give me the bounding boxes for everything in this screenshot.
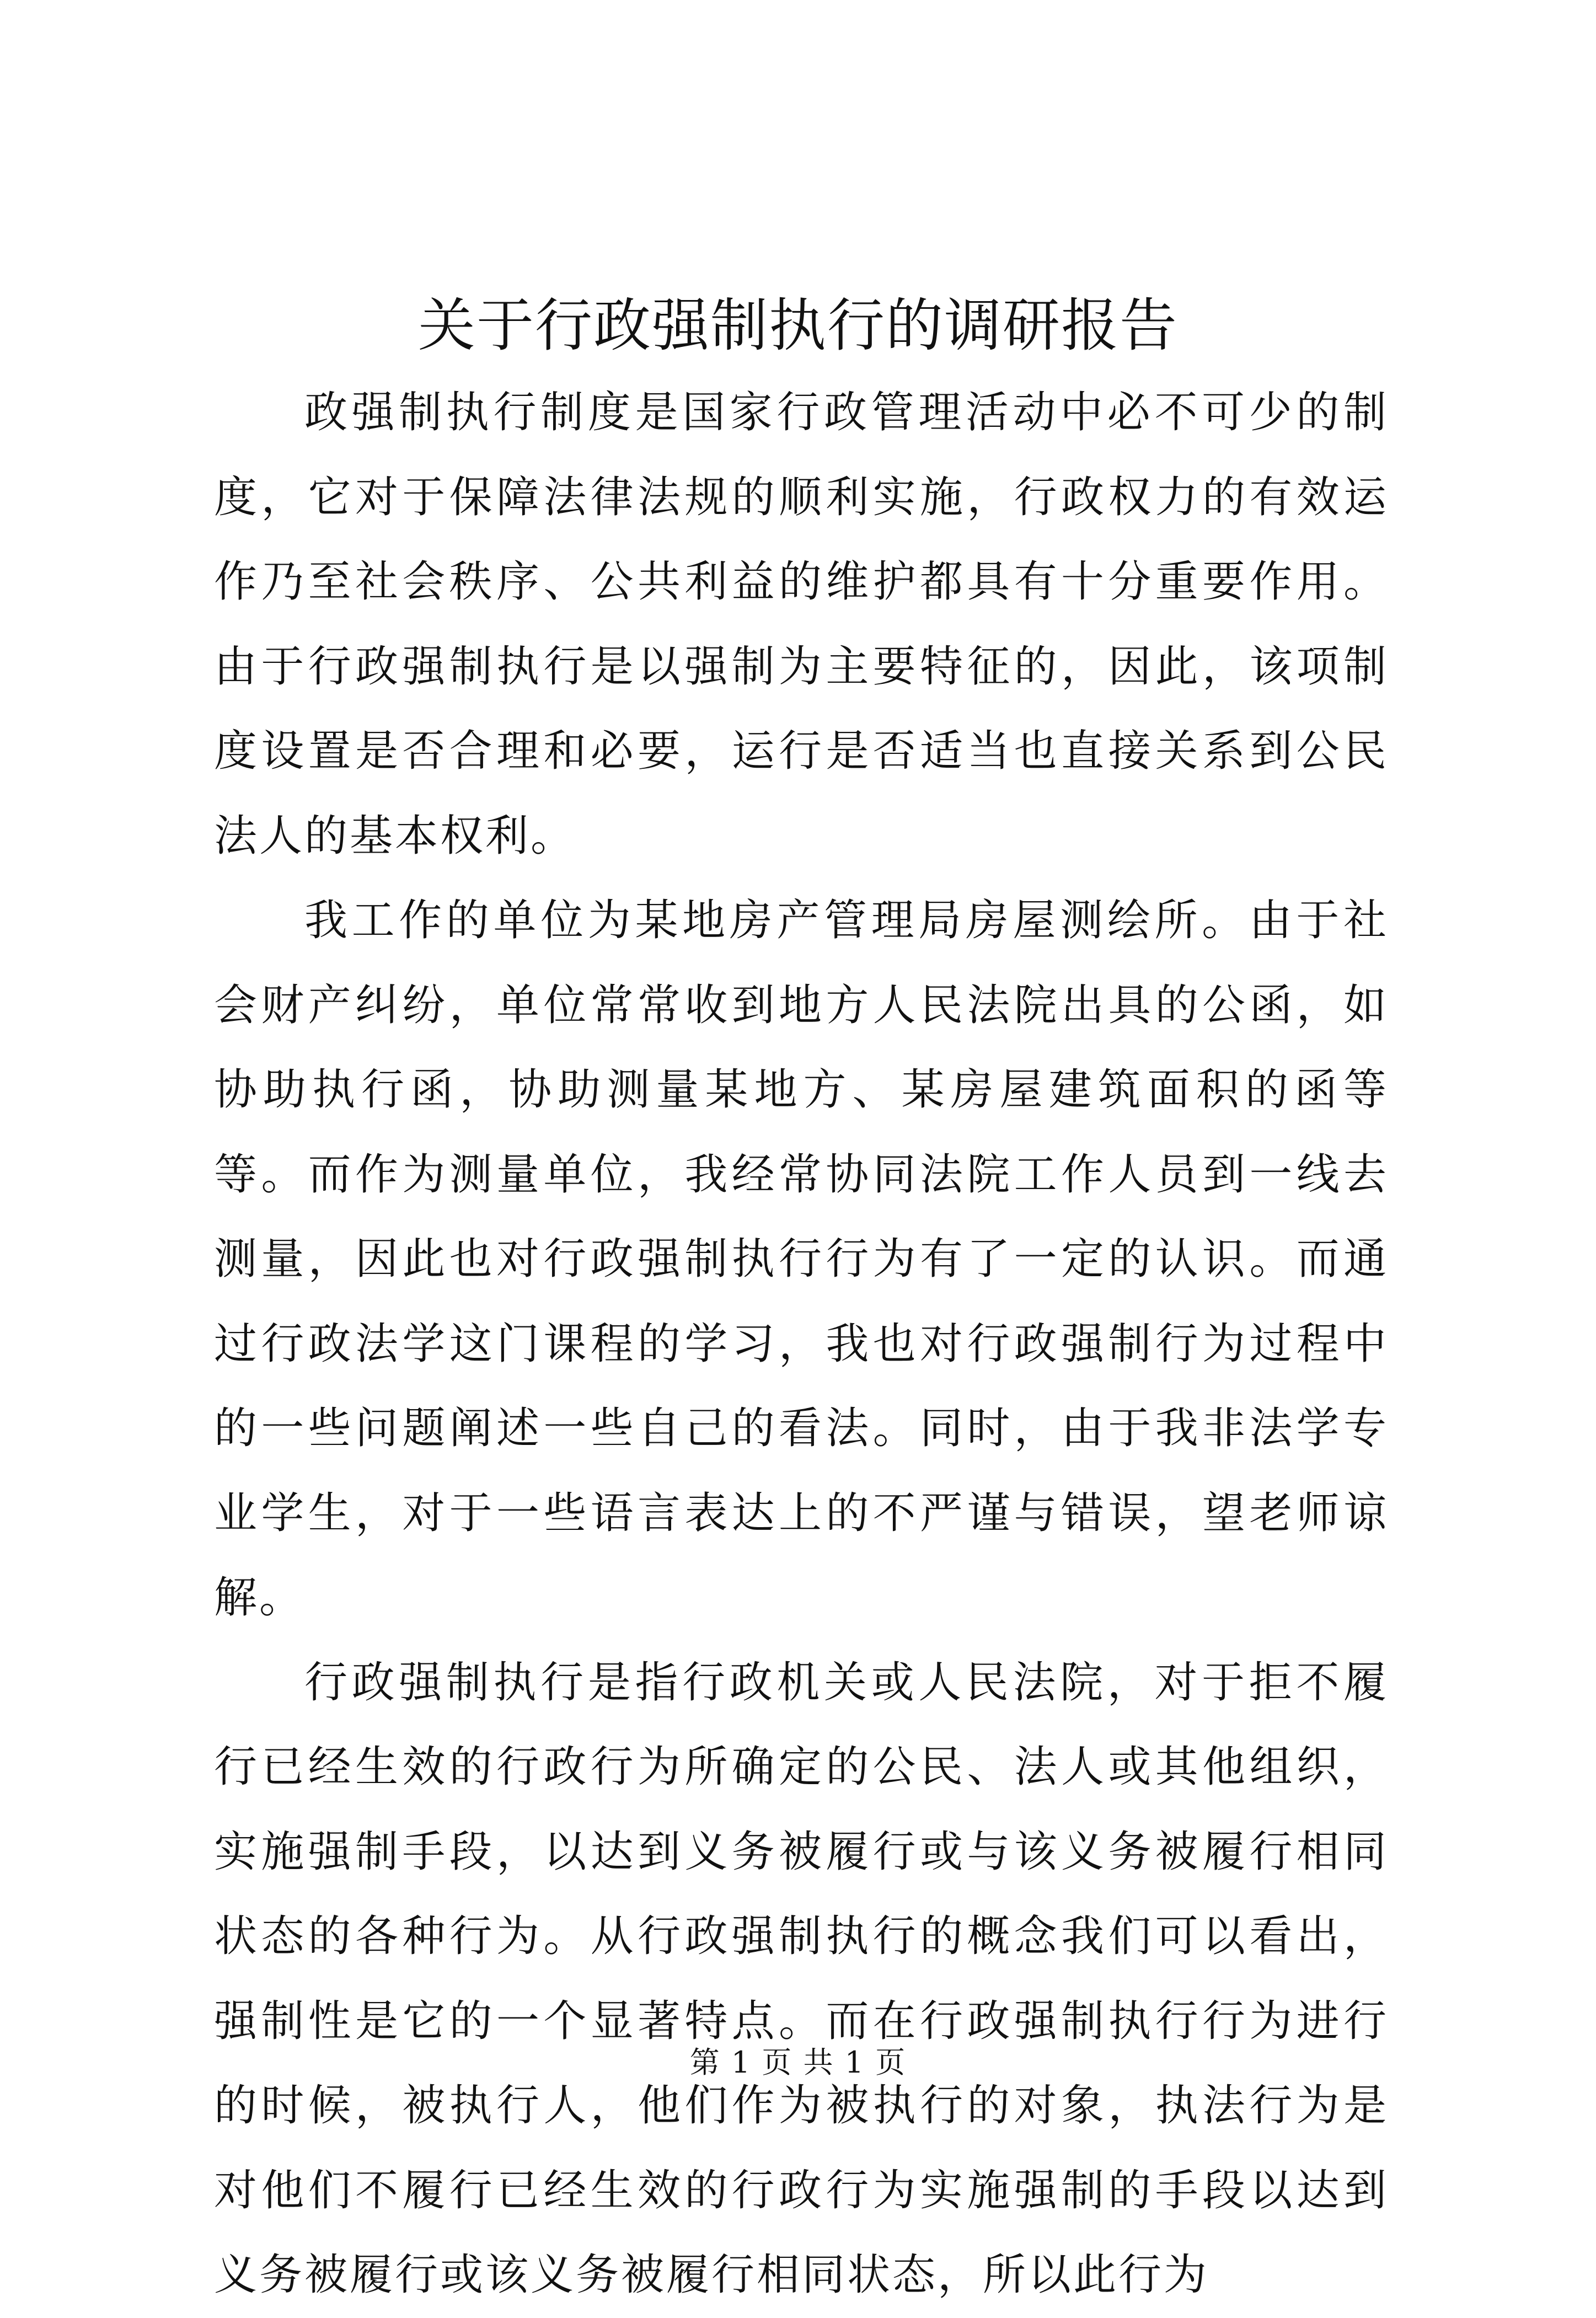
paragraph-2: 我工作的单位为某地房产管理局房屋测绘所。由于社会财产纠纷，单位常常收到地方人民法院出具的公函，如协助执行函，协助测量某地方、某房屋建筑面积的函等等。而作为测量单位，我经常协同法院工作人员到一线去测量，因此也对行政强制执行行为有了一定的认识。而通过行政法学这门课程的学习，我也对行政强制行为过程中的一些问题阐述一些自己的看法。同时，由于我非法学专业学生，对于一些语言表达上的不严谨与错误，望老师谅解。 (214, 896, 1389, 1623)
document-title: 关于行政强制执行的调研报告 (417, 292, 1178, 359)
paragraph-3: 行政强制执行是指行政机关或人民法院，对于拒不履行已经生效的行政行为所确定的公民、法人或其他组织，实施强制手段，以达到义务被履行或与该义务被履行相同状态的各种行为。从行政强制执行的概念我们可以看出，强制性是它的一个显著特点。而在行政强制执行行为进行的时候，被执行人，他们作为被执行的对象，执法行为是对他们不履行已经生效的行政行为实施强制的手段以达到义务被履行或该义务被履行相同状态，所以此行为 (214, 1657, 1389, 2300)
document-body (214, 371, 1389, 2318)
page-footer: 第 1 页 共 1 页 (689, 2045, 907, 2080)
paragraph-1: 政强制执行制度是国家行政管理活动中必不可少的制度，它对于保障法律法规的顺利实施，行政权力的有效运作乃至社会秩序、公共利益的维护都具有十分重要作用。由于行政强制执行是以强制为主要特征的，因此，该项制度设置是否合理和必要，运行是否适当也直接关系到公民法人的基本权利。 (214, 388, 1389, 861)
